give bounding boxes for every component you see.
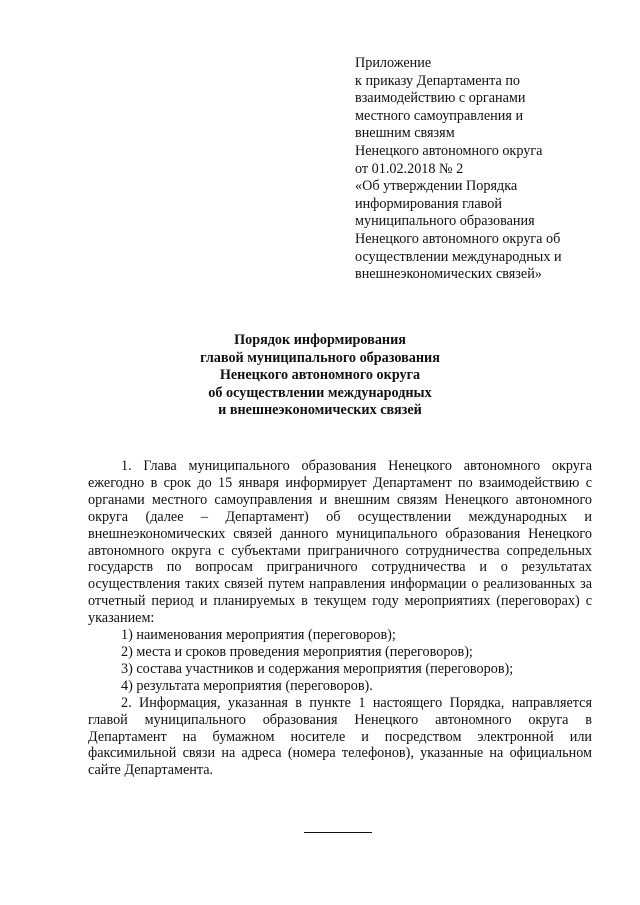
list-item: 4) результата мероприятия (переговоров). <box>121 677 373 694</box>
title-line: Порядок информирования <box>234 332 406 348</box>
title-line: об осуществлении международных <box>208 384 432 401</box>
appendix-line: муниципального образования <box>355 213 535 230</box>
appendix-line: внешним связям <box>355 125 455 142</box>
paragraph-1: 1. Глава муниципального образования Ненецкого автономного округа ежегодно в срок до 15 января информирует Департамент по взаимодействию с органами местного самоуправления и внешним связям Ненецкого автономного округа (далее – Департамент) об осуществлении международных и внешнеэкономических связей данного муниципального образования Ненецкого автономного округа с субъектами приграничного сотрудничества сопредельных государств по вопросам приграничного сотрудничества и о результатах осуществления таких связей путем направления информации о реализованных за отчетный период и планируемых в текущем году мероприятиях (переговорах) с указанием: <box>88 458 592 627</box>
document-body <box>88 458 592 779</box>
footer-divider <box>304 832 372 833</box>
list-item: 1) наименования мероприятия (переговоров); <box>121 627 396 644</box>
appendix-line: Приложение <box>355 55 432 71</box>
appendix-line: осуществлении международных и <box>355 248 562 265</box>
appendix-line: информирования главой <box>355 195 502 212</box>
appendix-block <box>355 55 605 284</box>
appendix-line: к приказу Департамента по <box>355 72 521 89</box>
document-title <box>0 332 640 420</box>
list-item: 2) места и сроков проведения мероприятия (переговоров); <box>121 643 473 660</box>
paragraph-2: 2. Информация, указанная в пункте 1 настоящего Порядка, направляется главой муниципального образования Ненецкого автономного округа в Департамент на бумажном носителе и посредством электронной или факсимильной связи на адреса (номера телефонов), указанные на официальном сайте Департамента. <box>88 694 592 779</box>
appendix-line: «Об утверждении Порядка <box>355 178 518 195</box>
appendix-line: местного самоуправления и <box>355 107 524 124</box>
list-item: 3) состава участников и содержания мероприятия (переговоров); <box>121 660 514 677</box>
appendix-line: внешнеэкономических связей» <box>355 266 542 283</box>
appendix-line: от 01.02.2018 № 2 <box>355 160 464 177</box>
title-line: и внешнеэкономических связей <box>218 402 422 418</box>
appendix-line: Ненецкого автономного округа об <box>355 230 561 247</box>
appendix-line: Ненецкого автономного округа <box>355 142 543 159</box>
title-line: Ненецкого автономного округа <box>219 367 421 383</box>
appendix-line: взаимодействию с органами <box>355 90 526 107</box>
title-line: главой муниципального образования <box>200 349 440 366</box>
